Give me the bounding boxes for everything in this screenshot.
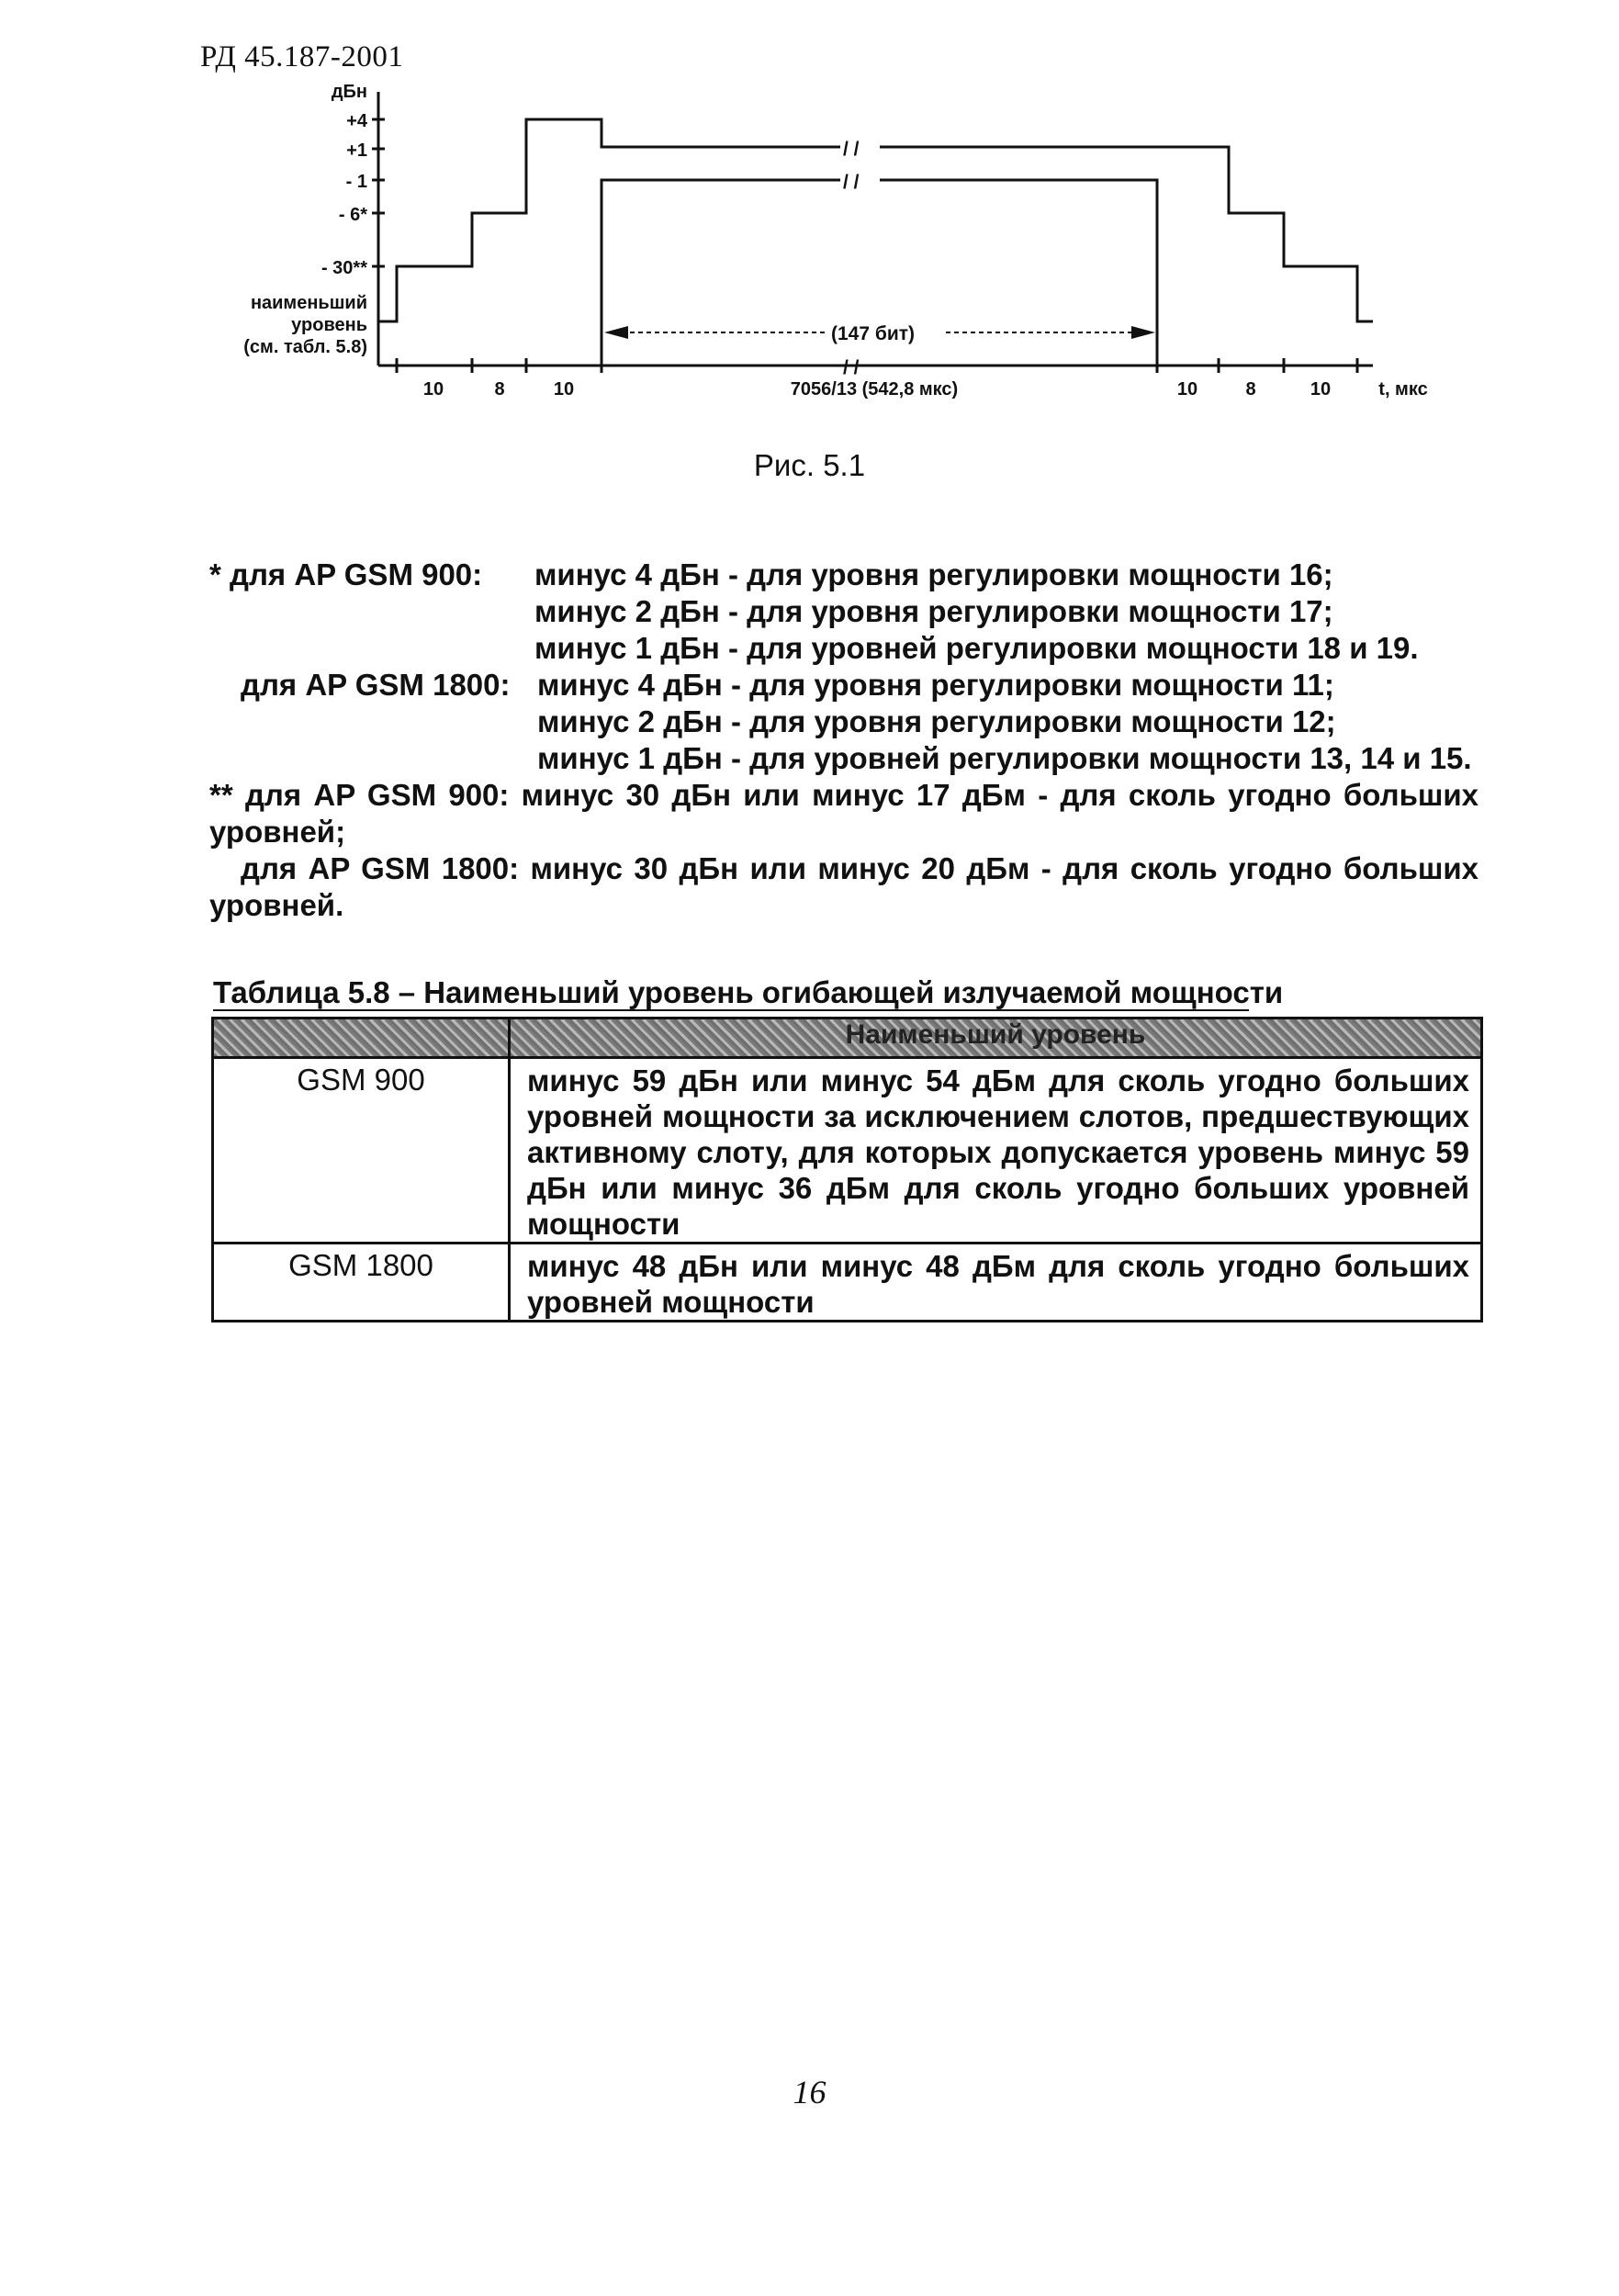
x-tick-label: 8	[1245, 379, 1256, 400]
y-tick-label: - 30**	[320, 258, 367, 278]
footnote-line: уровней;	[209, 815, 346, 849]
level-text: минус 59 дБн или минус 54 дБм для сколь угодно больших уровней мощности за исключением слотов, предшествующих активному слоту, для которых допускается уровень минус 59 дБн или минус 36 дБм для сколь угодно больших уровней мощности	[527, 1064, 1469, 1241]
footnote-line: минус 4 дБн - для уровня регулировки мощности 16;	[534, 557, 1333, 591]
upper-mask-line-right	[880, 147, 1373, 321]
y-tick-label: - 6*	[338, 205, 367, 225]
system-cell: GSM 1800	[213, 1244, 510, 1322]
y-tick-label: +1	[346, 141, 367, 161]
footnote-line: минус 1 дБн - для уровней регулировки мощности 13, 14 и 15.	[537, 741, 1472, 775]
lower-mask-line	[602, 180, 840, 366]
footnote-label: * для AP GSM 900:	[209, 557, 483, 591]
footnote-label: для AP GSM 1800:	[241, 668, 511, 702]
arrowhead-right-icon	[1131, 326, 1155, 339]
header-cell-system	[213, 1019, 510, 1058]
footnote-line: минус 2 дБн - для уровня регулировки мощности 17;	[534, 594, 1333, 628]
y-axis-unit: дБн	[331, 82, 367, 102]
document-code: РД 45.187-2001	[200, 40, 404, 73]
lower-mask-line-right	[880, 180, 1157, 366]
footnote-line: для AP GSM 1800: минус 30 дБн или минус 20 дБм - для сколь угодно больших	[241, 851, 1478, 885]
table-row	[213, 1244, 1482, 1322]
title-underline	[213, 1009, 1249, 1011]
x-tick-label: 10	[1176, 379, 1198, 400]
x-axis-unit: t, мкс	[1378, 379, 1428, 400]
y-min-label: наименьший	[250, 293, 367, 313]
upper-mask-line	[378, 119, 840, 321]
break-mark-lower: / /	[843, 172, 860, 193]
break-mark-upper: / /	[843, 139, 860, 160]
arrow-label: (147 бит)	[831, 323, 916, 344]
x-tick-label: 10	[553, 379, 575, 400]
level-cell	[510, 1058, 1482, 1244]
table-row	[213, 1058, 1482, 1244]
footnote-line: уровней.	[209, 888, 344, 922]
figure-caption: Рис. 5.1	[753, 448, 866, 482]
arrowhead-left-icon	[604, 326, 628, 339]
break-mark-axis: / /	[843, 357, 860, 378]
header-cell-level: Наименьший уровень	[510, 1019, 1482, 1058]
page-number: 16	[793, 2074, 826, 2110]
footnote-line: минус 4 дБн - для уровня регулировки мощности 11;	[537, 668, 1334, 702]
y-tick-label: - 1	[345, 172, 367, 192]
x-center-label: 7056/13 (542,8 мкс)	[790, 379, 959, 400]
footnote-line: минус 1 дБн - для уровней регулировки мощности 18 и 19.	[534, 631, 1419, 665]
y-min-label: уровень	[291, 315, 367, 335]
y-tick-label: +4	[346, 111, 367, 131]
power-time-mask-figure	[0, 0, 1619, 432]
level-text: минус 48 дБн или минус 48 дБм для сколь угодно больших уровней мощности	[527, 1249, 1469, 1319]
min-level-table	[211, 1017, 1483, 1322]
y-min-label: (см. табл. 5.8)	[243, 337, 367, 357]
table-title: Таблица 5.8 – Наименьший уровень огибающей излучаемой мощности	[213, 975, 1284, 1009]
level-cell	[510, 1244, 1482, 1322]
x-tick-label: 10	[422, 379, 444, 400]
footnote-line: ** для AP GSM 900: минус 30 дБн или минус 17 дБм - для сколь угодно больших	[209, 778, 1478, 812]
footnote-line: минус 2 дБн - для уровня регулировки мощности 12;	[537, 704, 1336, 738]
x-tick-label: 8	[494, 379, 505, 400]
x-tick-label: 10	[1310, 379, 1332, 400]
system-cell: GSM 900	[213, 1058, 510, 1244]
table-header-row	[213, 1019, 1482, 1058]
